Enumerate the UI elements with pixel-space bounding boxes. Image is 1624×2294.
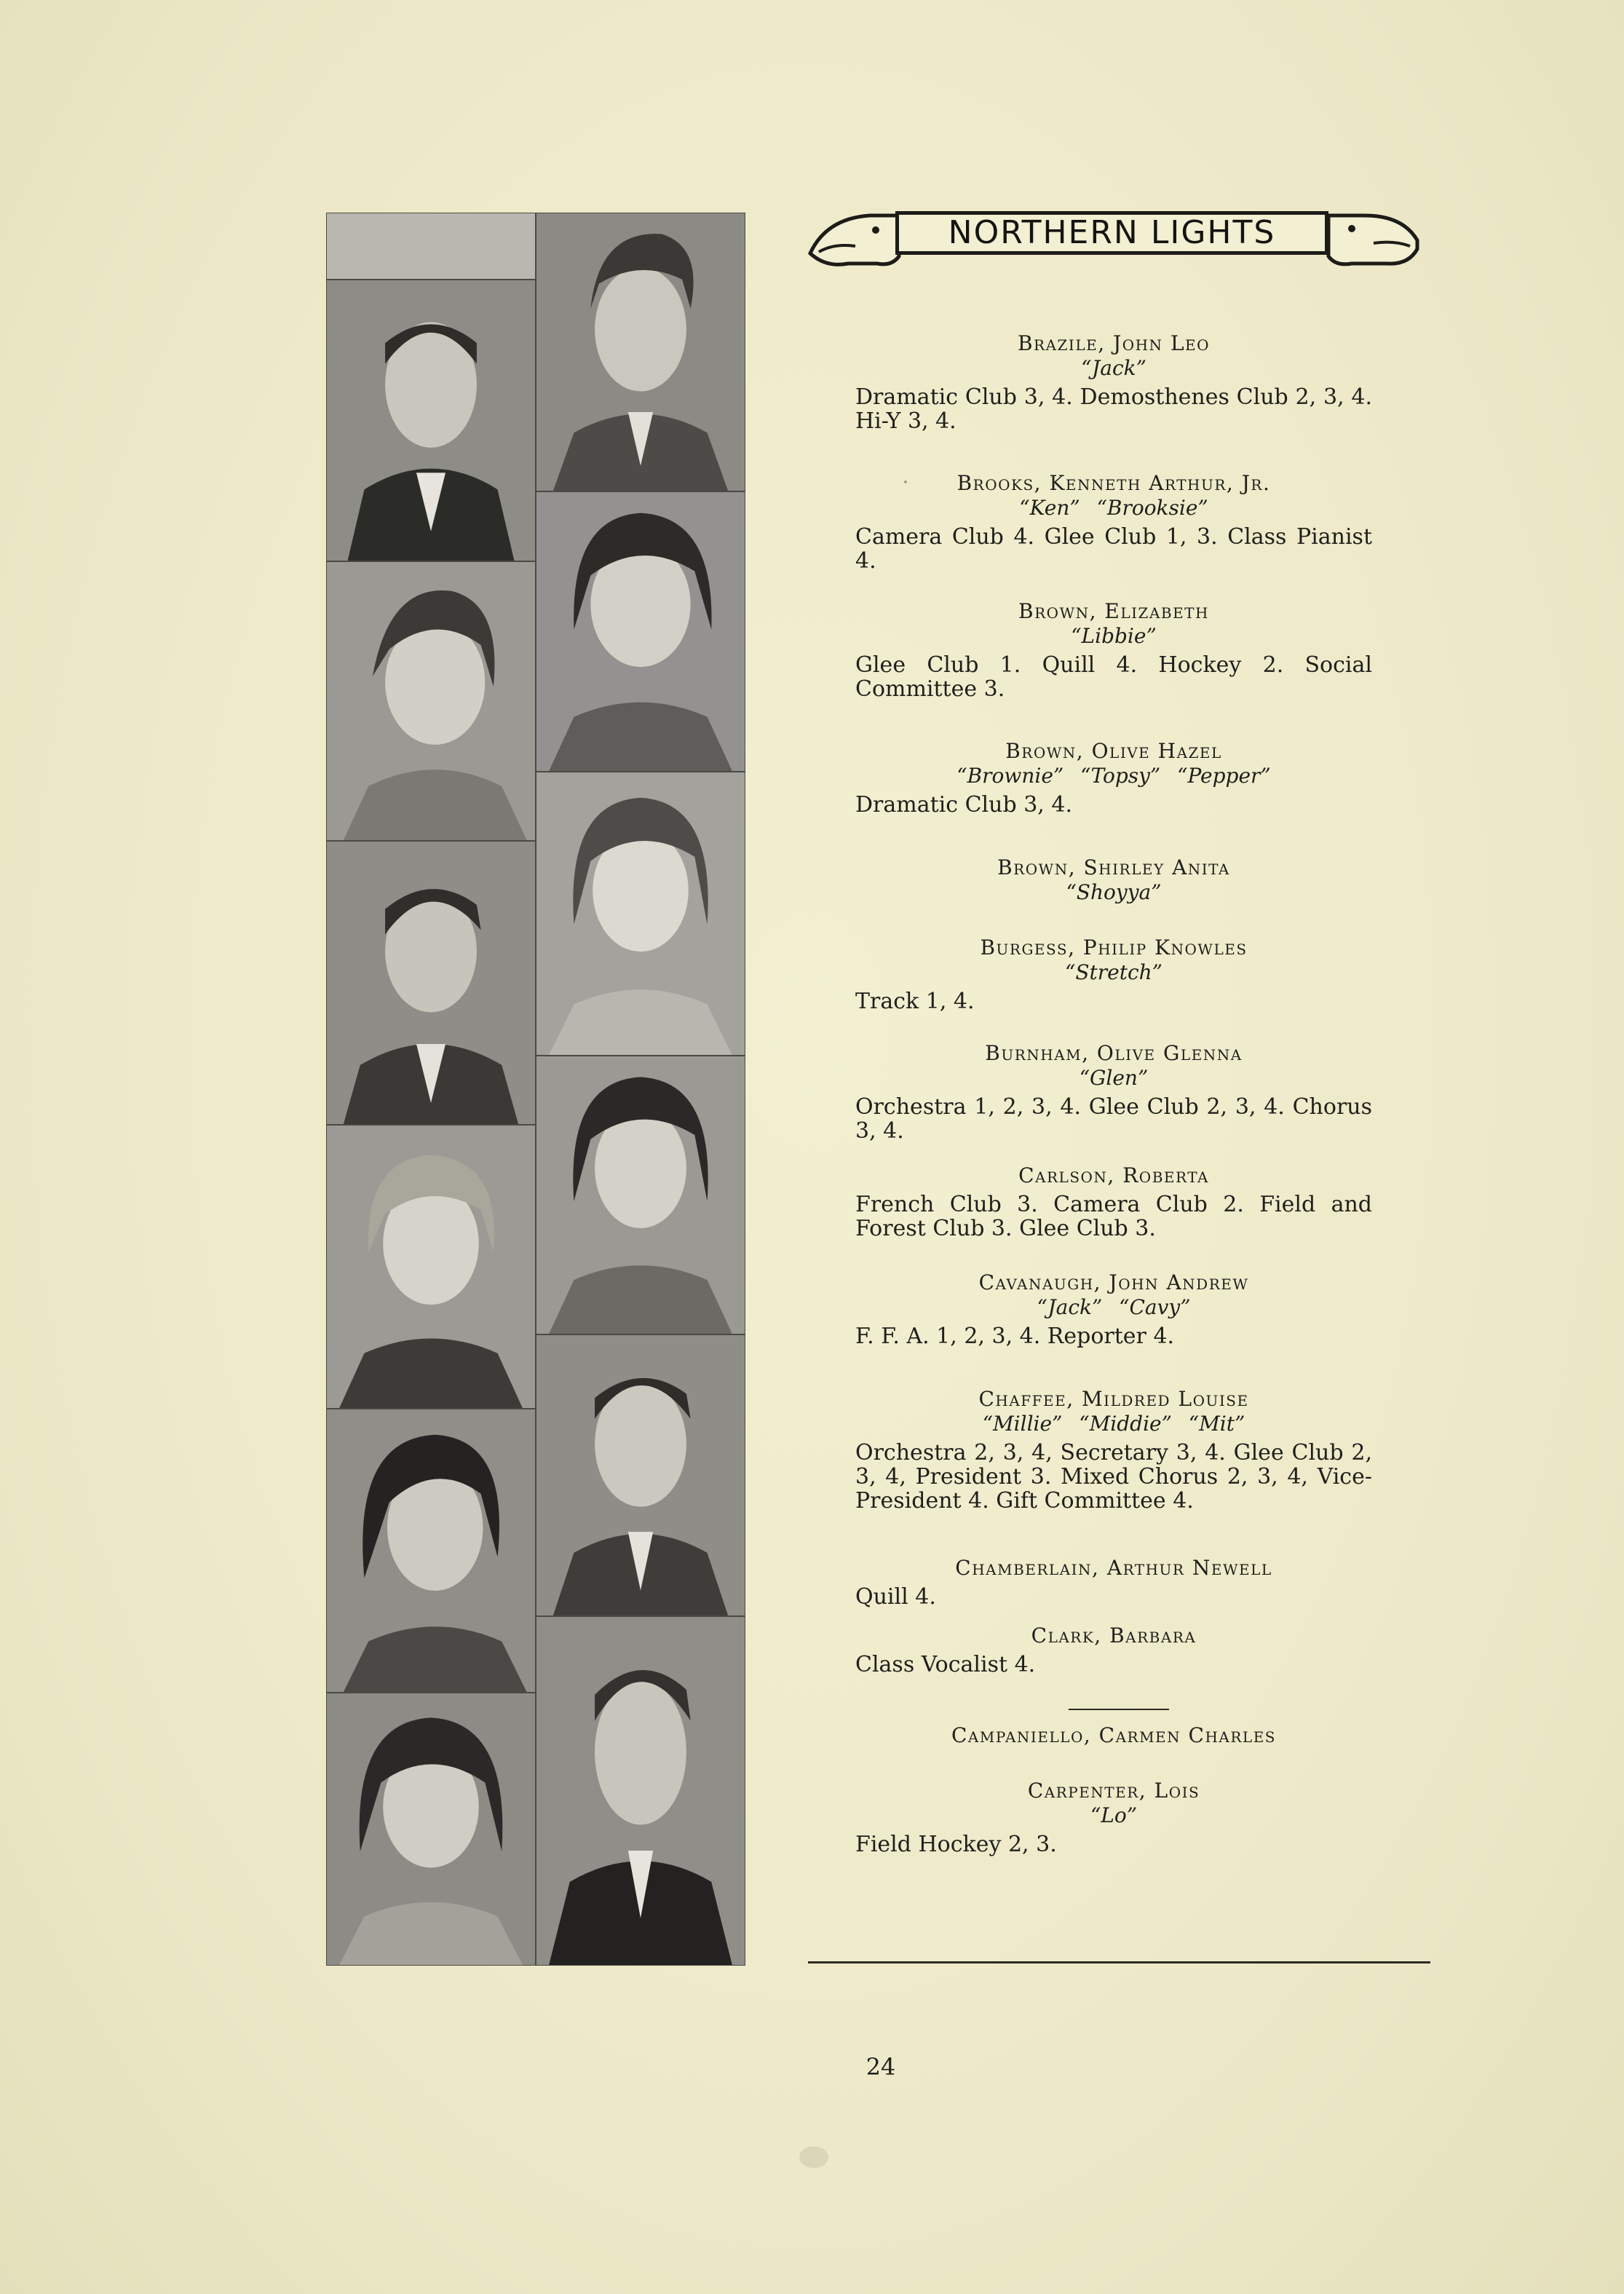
student-name: Burnham, Olive Glenna [985, 1041, 1243, 1065]
student-name: Brown, Elizabeth [1018, 599, 1209, 623]
senior-entry [855, 1623, 1372, 1677]
senior-entry [855, 1270, 1372, 1348]
student-photo [536, 1056, 745, 1334]
student-name: Brown, Olive Hazel [1005, 739, 1222, 763]
senior-entry [855, 599, 1372, 701]
student-nicknames: “Brownie” “Topsy” “Pepper” [956, 764, 1271, 788]
student-nicknames: “Libbie” [1071, 624, 1157, 648]
student-nicknames: “Shoyya” [1066, 880, 1162, 904]
paper-stain [799, 2146, 828, 2168]
student-photo [536, 491, 745, 772]
student-nicknames: “Millie” “Middie” “Mit” [982, 1412, 1245, 1436]
senior-entry [855, 1041, 1372, 1143]
student-nicknames: “Jack” [1081, 356, 1146, 380]
page-rule [808, 1961, 1430, 1963]
student-name: Chaffee, Mildred Louise [978, 1387, 1249, 1411]
student-name: Brooks, Kenneth Arthur, Jr. [956, 471, 1271, 495]
student-name: Chamberlain, Arthur Newell [955, 1556, 1272, 1580]
student-photo [536, 772, 745, 1056]
publication-title: NORTHERN LIGHTS [895, 211, 1328, 255]
student-activities: Class Vocalist 4. [855, 1652, 1036, 1677]
page-number: 24 [866, 2053, 896, 2081]
student-name: Cavanaugh, John Andrew [978, 1270, 1249, 1294]
student-activities: Orchestra 2, 3, 4, Secretary 3, 4. Glee Club 2, 3, 4, President 3. Mixed Chorus 2, 3, 4, Vice-President 4. Gift Committee 4. [855, 1440, 1372, 1514]
student-nicknames: “Stretch” [1065, 960, 1162, 984]
student-name: Carlson, Roberta [1018, 1163, 1209, 1187]
student-photo [326, 561, 536, 841]
student-photo [326, 280, 536, 561]
student-photo [536, 213, 745, 491]
senior-entry [855, 739, 1372, 817]
student-photo [326, 1125, 536, 1409]
senior-entry [855, 1723, 1372, 1748]
student-name: Brown, Shirley Anita [997, 855, 1230, 879]
senior-entry [855, 855, 1372, 905]
student-photo [536, 1334, 745, 1616]
photo-column-left [326, 213, 536, 1966]
blank-photo-slot [326, 213, 536, 280]
student-name: Clark, Barbara [1031, 1623, 1197, 1648]
section-divider [1069, 1709, 1169, 1710]
senior-entry [855, 1163, 1372, 1241]
student-activities: French Club 3. Camera Club 2. Field and Forest Club 3. Glee Club 3. [855, 1192, 1372, 1241]
student-nicknames: “Ken” “Brooksie” [1019, 496, 1208, 520]
student-nicknames: “Lo” [1090, 1803, 1138, 1827]
student-name: Brazile, John Leo [1017, 331, 1211, 355]
student-activities: Dramatic Club 3, 4. Demosthenes Club 2, 3, 4. Hi-Y 3, 4. [855, 384, 1372, 434]
student-activities: Camera Club 4. Glee Club 1, 3. Class Pianist 4. [855, 524, 1372, 574]
student-photo [536, 1616, 745, 1966]
student-name: Burgess, Philip Knowles [980, 936, 1248, 960]
student-activities: Quill 4. [855, 1584, 936, 1610]
student-activities: Field Hockey 2, 3. [855, 1832, 1057, 1857]
senior-entry [855, 1387, 1372, 1513]
student-name: Campaniello, Carmen Charles [951, 1723, 1277, 1747]
senior-entry [855, 936, 1372, 1013]
student-photo [326, 841, 536, 1125]
senior-entry [855, 1556, 1372, 1609]
student-photo [326, 1693, 536, 1966]
student-activities: Glee Club 1. Quill 4. Hockey 2. Social Committee 3. [855, 652, 1372, 702]
student-activities: Orchestra 1, 2, 3, 4. Glee Club 2, 3, 4. Chorus 3, 4. [855, 1094, 1372, 1144]
paper-speck [904, 480, 907, 483]
senior-entry [855, 471, 1372, 573]
student-photo [326, 1409, 536, 1693]
senior-entry [855, 331, 1372, 433]
student-activities: F. F. A. 1, 2, 3, 4. Reporter 4. [855, 1324, 1175, 1349]
header-banner [804, 205, 1423, 275]
student-nicknames: “Jack” “Cavy” [1037, 1295, 1191, 1319]
senior-entry [855, 1779, 1372, 1856]
student-nicknames: “Glen” [1079, 1066, 1149, 1090]
student-name: Carpenter, Lois [1027, 1779, 1200, 1803]
student-activities: Track 1, 4. [855, 989, 975, 1014]
student-activities: Dramatic Club 3, 4. [855, 792, 1072, 818]
photo-column-right [536, 213, 745, 1966]
